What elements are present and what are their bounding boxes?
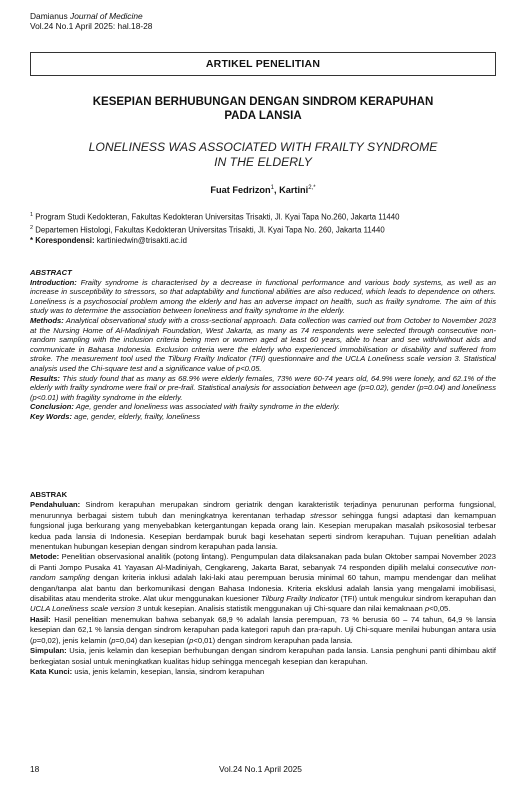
abstrak-metode: Metode: Penelitian observasional analitik (potong lintang). Pengumpulan data dilaksanakan pada bulan Oktober sampai November 2023 di Panti Jompo Pusaka 41 Yayasan Al-Madiniyah, Cengkareng, Jakarta Barat, sebanyak 74 responden dipilih melalui consecutive non-random sampling dengan kriteria inklusi adalah laki-laki atau perempuan berusia minimal 60 tahun, mampu mendengar dan melihat dengan/tanpa alat bantu dan berkomunikasi dengan Bahasa Indonesia. Kriteria eksklusi adalah lansia yang mengalami imobilisasi, disabilitas atau menderita stroke. Alat ukur menggunakan kuesioner Tilburg Frailty Indicator (TFI) untuk mengukur sindrom kerapuhan dan UCLA Loneliness scale version 3 untuk kesepian. Analisis statistik menggunakan uji Chi-square dan nilai kemaknaan p<0,05. [30, 552, 497, 614]
affiliation-1: $^1$ Program Studi Kedokteran, Fakultas Kedokteran Universitas Trisakti, Jl. Kyai Tapa No.260, Jakarta 11440 [30, 212, 400, 222]
title-en-line1: LONELINESS WAS ASSOCIATED WITH FRAILTY SYNDROME [88, 140, 438, 154]
abstrak-pendahuluan: Pendahuluan: Sindrom kerapuhan merupakan sindrom geriatrik dengan karakteristik terjadinya penurunan performa fungsional, menurunnya berbagai sistem tubuh dan meningkatnya kerentanan terhadap stressor sehingga fungsi adaptasi dan kemampuan fungsional juga berkurang yang menyebabkan ketergantungan kepada orang lain. Kesepian merupakan masalah psikososial terbesar kedua pada lansia di Indonesia. Kesepian berdampak buruk bagi kesehatan seperti sindrom kerapuhan. Tujuan penelitian adalah menentukan hubungan kesepian dengan sindrom kerapuhan pada lansia. [30, 500, 496, 552]
title-en-line2: IN THE ELDERLY [214, 155, 312, 169]
author-2: Kartini [279, 185, 309, 196]
page-number: 18 [30, 764, 40, 774]
title-indonesian [30, 95, 496, 123]
abstrak-heading: ABSTRAK [30, 490, 68, 499]
article-type-box [30, 52, 496, 76]
correspondence: * Korespondensi: kartiniedwin@trisakti.ac.id [30, 236, 187, 246]
journal-name: Damianus Journal of Medicine [30, 11, 143, 21]
abstract-introduction: Introduction: Frailty syndrome is characterised by a decrease in functional performance and various body systems, as well as an increase in susceptibility to stressors, so that adaptability and functional abilities are also reduced, which leads to dependence on others. Loneliness is a psychosocial problem among the elderly and has an adverse impact on health, such as frailty syndrome. The aim of this study was to determine the association between loneliness and frailty syndrome in the elderly. [30, 277, 496, 316]
title-id-line2: PADA LANSIA [224, 110, 302, 122]
journal-issue: Vol.24 No.1 April 2025: hal.18-28 [30, 20, 153, 31]
author-1-sup: 1 [270, 185, 274, 191]
abstract-heading: ABSTRACT [30, 268, 72, 277]
abstract-conclusion: Conclusion: Age, gender and loneliness was associated with frailty syndrome in the elderly. [30, 402, 340, 412]
abstrak-hasil: Hasil: Hasil penelitian menemukan bahwa sebanyak 68,9 % adalah lansia perempuan, 73 % berusia 60 – 74 tahun, 64,9 % lansia kesepian dan 62,1 % lansia dengan sindrom kerapuhan pada kategori rapuh dan pra-rapuh. Uji Chi-square menilai hubungan antara usia (p=0,02), jenis kelamin (p=0,04) dan kesepian (p<0,01) dengan sindrom kerapuhan pada lansia. [30, 614, 496, 645]
correspondence-email[interactable]: kartiniedwin@trisakti.ac.id [94, 236, 187, 246]
affiliations [30, 210, 500, 246]
abstract-indonesian [30, 490, 496, 677]
author-2-sup: 2,* [308, 185, 316, 191]
abstract-english [30, 268, 496, 422]
author-1: Fuat Fedrizon [210, 185, 271, 196]
author-list [30, 185, 496, 195]
title-english [30, 140, 496, 170]
abstract-keywords: Key Words: age, gender, elderly, frailty, loneliness [30, 411, 201, 421]
footer-issue: Vol.24 No.1 April 2025 [219, 764, 302, 774]
article-type-label: ARTIKEL PENELITIAN [205, 58, 321, 70]
abstrak-kata-kunci: Kata Kunci: usia, jenis kelamin, kesepian, lansia, sindrom kerapuhan [30, 666, 265, 676]
abstrak-simpulan: Simpulan: Usia, jenis kelamin dan kesepian berhubungan dengan sindrom kerapuhan pada lansia. Lansia penghuni panti dihimbau aktif berkegiatan sosial untuk meningkatkan kualitas hidup sehingga mencegah kesepian dan kerapuhan. [30, 646, 496, 666]
abstract-results: Results: This study found that as many as 68.9% were elderly females, 73% were 60-74 years old, 64.9% were lonely, and 62.1% of the elderly with frailty syndrome were frail or pre-frail. Statistical analysis for association between age (p=0.02), gender (p=0.04) and loneliness (p<0.01) with fragility syndrome in the elderly. [30, 373, 496, 402]
abstract-methods: Methods: Analytical observational study with a cross-sectional approach. Data collection was carried out from October to November 2023 at the Nursing Home of Al-Madiniyah Foundation, West Jakarta, as many as 74 respondents were selected through consecutive non-random sampling with the inclusion criteria being men or women aged at least 60 years, able to hear and see with/without aids and communicate in Bahasa Indonesia. Exclusion criteria were the elderly who experienced immobilisation or disability and suffered from stroke. The measurement tool used the Tilburg Frailty Indicator (TFI) questionnaire and the UCLA Loneliness scale version 3. Statistical analysis used the Chi-square test and a significance value of p<0.05. [30, 315, 496, 373]
journal-header [30, 12, 152, 31]
author-sep: , [274, 185, 280, 196]
title-id-line1: KESEPIAN BERHUBUNGAN DENGAN SINDROM KERAPUHAN [92, 96, 434, 108]
affiliation-2: $^2$ Departemen Histologi, Fakultas Kedokteran Universitas Trisakti, Jl. Kyai Tapa No. 260, Jakarta 11440 [30, 224, 385, 235]
